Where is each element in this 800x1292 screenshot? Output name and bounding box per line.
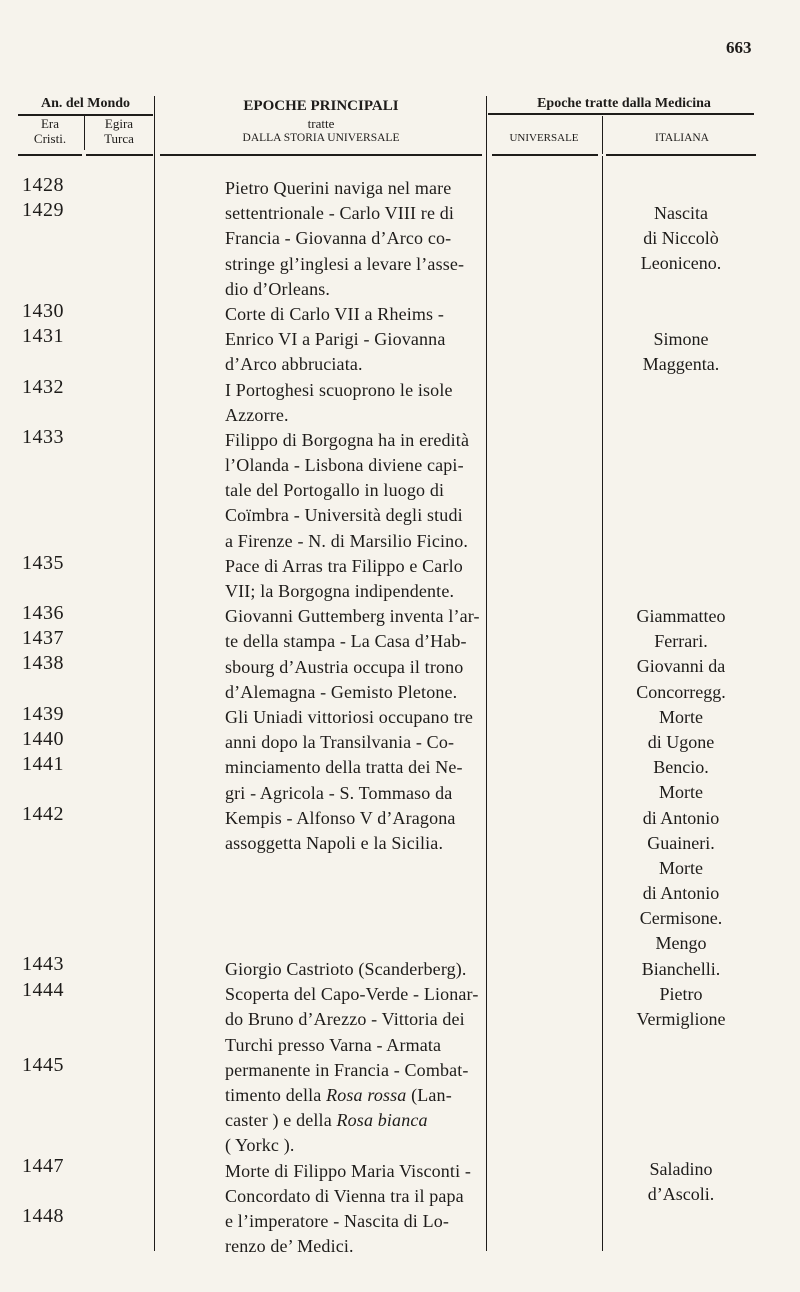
- header-era-cristi-1: Era: [40, 116, 60, 131]
- header-epoche-medicina: Epoche tratte dalla Medicina: [537, 96, 711, 111]
- text-line: Turchi presso Varna - Armata: [225, 1034, 442, 1055]
- text-line: Simone: [653, 329, 709, 349]
- italic-term-rosa-bianca: Rosa bianca: [336, 1110, 428, 1131]
- year-1447: 1447: [22, 1155, 64, 1177]
- page-number: 663: [726, 38, 752, 57]
- text-line: assoggetta Napoli e la Sicilia.: [225, 832, 444, 853]
- header-divider-1: [154, 96, 155, 156]
- year-1443: 1443: [22, 953, 64, 975]
- text-line: renzo de’ Medici.: [225, 1236, 354, 1257]
- text-line: Bianchelli.: [641, 958, 721, 979]
- text-line: Kempis - Alfonso V d’Aragona: [225, 807, 456, 828]
- text-line: Saladino: [649, 1159, 713, 1179]
- text-line: d’Alemagna - Gemisto Pletone.: [225, 681, 458, 702]
- italiana-entry-saladino: [602, 1157, 760, 1207]
- text-line: VII; la Borgogna indipendente.: [225, 581, 455, 601]
- text-line: Giovanni da: [636, 656, 726, 677]
- year-1435: 1435: [22, 552, 64, 574]
- text-line: Morte di Filippo Maria Visconti -: [225, 1160, 472, 1181]
- header-bottom-rule-2: [86, 154, 153, 156]
- header-bottom-rule-5: [606, 154, 756, 156]
- text-line: dio d’Orleans.: [225, 278, 331, 299]
- header-egira-turca-2: Turca: [104, 131, 134, 146]
- text-line: sbourg d’Austria occupa il trono: [225, 656, 464, 677]
- text-line: Vermiglione: [636, 1009, 726, 1030]
- text-line: Bencio.: [653, 757, 709, 778]
- header-divider-3: [602, 116, 603, 154]
- text-line: gri - Agricola - S. Tommaso da: [225, 782, 453, 803]
- year-1436: 1436: [22, 602, 64, 624]
- text-line: settentrionale - Carlo VIII re di: [225, 203, 455, 224]
- year-1432: 1432: [22, 376, 64, 398]
- text-line: Cermisone.: [639, 908, 723, 929]
- text-line: Morte: [659, 782, 703, 803]
- header-bottom-rule-3: [160, 154, 482, 156]
- text-line: Nascita: [654, 203, 708, 223]
- text-line: do Bruno d’Arezzo - Vittoria dei: [225, 1009, 465, 1030]
- text-fragment: (Lan-: [411, 1084, 452, 1105]
- text-line: Ferrari.: [654, 631, 708, 652]
- text-line: di Ugone: [647, 731, 715, 752]
- year-1444: 1444: [22, 979, 64, 1001]
- year-1429: 1429: [22, 199, 64, 221]
- text-line: Scoperta del Capo-Verde - Lionar-: [225, 984, 479, 1005]
- year-1437: 1437: [22, 627, 64, 649]
- text-line: Francia - Giovanna d’Arco co-: [225, 228, 452, 249]
- text-line: [225, 1083, 487, 1108]
- text-line: di Niccolò: [643, 228, 719, 249]
- text-fragment: timento della: [225, 1084, 322, 1105]
- text-line: Giammatteo: [636, 606, 726, 626]
- italiana-entry-maggenta: [602, 327, 760, 377]
- italiana-entry-vermiglione: [602, 982, 760, 1032]
- header-universale: UNIVERSALE: [509, 132, 579, 144]
- header-bottom-rule-1: [18, 154, 82, 156]
- year-1448: 1448: [22, 1205, 64, 1227]
- text-line: d’Arco abbruciata.: [225, 354, 363, 375]
- header-bottom-rule-4: [492, 154, 598, 156]
- text-line: Pietro Querini naviga nel mare: [225, 178, 452, 198]
- body-divider-1: [154, 156, 155, 1251]
- text-line: tale del Portogallo in luogo di: [225, 480, 445, 501]
- text-line: permanente in Francia - Combat-: [225, 1059, 469, 1080]
- year-1445: 1445: [22, 1054, 64, 1076]
- text-line: Giorgio Castrioto (Scanderberg).: [225, 959, 467, 979]
- text-line: e l’imperatore - Nascita di Lo-: [225, 1210, 450, 1231]
- text-line: Concorregg.: [636, 681, 726, 702]
- text-line: minciamento della tratta dei Ne-: [225, 757, 463, 778]
- year-1430: 1430: [22, 300, 64, 322]
- text-line: stringe gl’inglesi a levare l’asse-: [225, 253, 465, 274]
- year-1440: 1440: [22, 728, 64, 750]
- header-epoche-principali: EPOCHE PRINCIPALI: [243, 98, 399, 114]
- text-line: l’Olanda - Lisbona diviene capi-: [225, 455, 464, 476]
- text-line: Gli Uniadi vittoriosi occupano tre: [225, 706, 474, 727]
- text-line: Guaineri.: [647, 832, 715, 853]
- text-line: Azzorre.: [225, 404, 289, 425]
- header-rule-medicina: [488, 113, 754, 115]
- text-fragment: caster ) e della: [225, 1110, 332, 1131]
- text-line: Concordato di Vienna tra il papa: [225, 1185, 464, 1206]
- year-1438: 1438: [22, 652, 64, 674]
- text-line: te della stampa - La Casa d’Hab-: [225, 631, 467, 652]
- text-line: [225, 1108, 487, 1133]
- text-line: Corte di Carlo VII a Rheims -: [225, 303, 444, 324]
- text-line: Maggenta.: [642, 354, 720, 375]
- year-1442: 1442: [22, 803, 64, 825]
- header-storia-universale: DALLA STORIA UNIVERSALE: [242, 132, 400, 144]
- text-line: Filippo di Borgogna ha in eredità: [225, 429, 470, 450]
- text-line: Morte: [659, 706, 703, 727]
- text-line: anni dopo la Transilvania - Co-: [225, 732, 455, 753]
- text-line: Coïmbra - Università degli studi: [225, 505, 463, 526]
- text-line: I Portoghesi scuoprono le isole: [225, 379, 453, 400]
- text-line: di Antonio: [642, 807, 720, 828]
- year-1433: 1433: [22, 426, 64, 448]
- text-line: Pace di Arras tra Filippo e Carlo: [225, 555, 463, 576]
- header-divider-2: [486, 96, 487, 156]
- italiana-entry-leoniceno: [602, 201, 760, 277]
- epochs-text-block-2: [225, 957, 487, 1259]
- italic-term-rosa-rossa: Rosa rossa: [326, 1084, 407, 1105]
- text-line: d’Ascoli.: [647, 1184, 715, 1205]
- header-egira-turca-1: Egira: [104, 116, 134, 131]
- year-1441: 1441: [22, 753, 64, 775]
- year-1439: 1439: [22, 703, 64, 725]
- italiana-entry-group-1436: [602, 604, 760, 982]
- header-tratte: tratte: [307, 116, 335, 131]
- text-line: a Firenze - N. di Marsilio Ficino.: [225, 530, 469, 551]
- text-line: Mengo: [655, 933, 707, 954]
- text-line: Pietro: [659, 984, 703, 1004]
- text-line: Morte: [659, 857, 703, 878]
- epochs-text-block-1: [225, 176, 487, 856]
- header-italiana: ITALIANA: [654, 132, 709, 144]
- text-line: di Antonio: [642, 883, 720, 904]
- text-line: Giovanni Guttemberg inventa l’ar-: [225, 606, 480, 627]
- year-1428: 1428: [22, 174, 64, 196]
- text-line: Enrico VI a Parigi - Giovanna: [225, 329, 446, 350]
- header-an-del-mondo: An. del Mondo: [40, 96, 131, 111]
- text-line: Leoniceno.: [640, 253, 722, 274]
- header-era-cristi-2: Cristi.: [33, 131, 67, 146]
- text-line: ( Yorkc ).: [225, 1135, 295, 1156]
- year-1431: 1431: [22, 325, 64, 347]
